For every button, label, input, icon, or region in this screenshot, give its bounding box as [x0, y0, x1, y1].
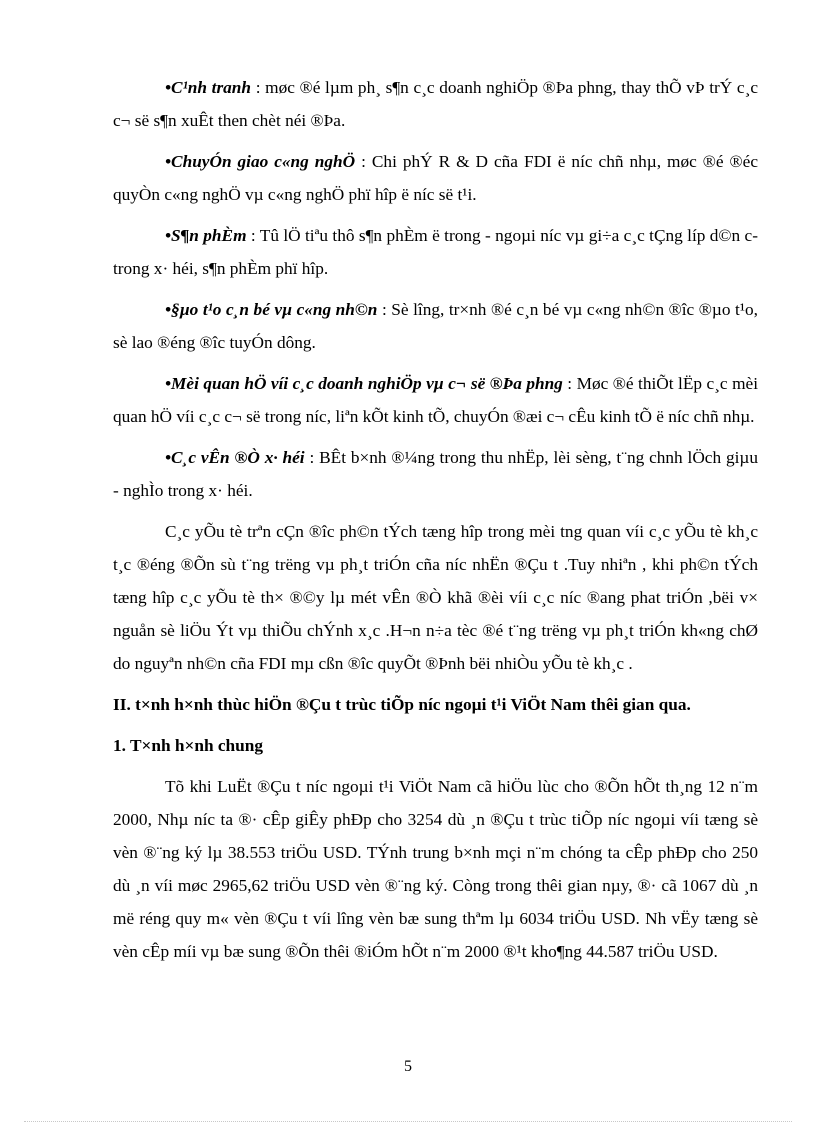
paragraph-lead: •C¹nh tranh — [165, 78, 252, 97]
paragraph-technology-transfer — [113, 145, 758, 211]
paragraph-text: : Chi phÝ R & D cña FDI ë níc chñ nhµ, møc ®é ®éc quyÒn c«ng nghÖ vµ c«ng nghÖ phï hîp ë níc së t¹i. — [113, 152, 758, 204]
paragraph-lead: •S¶n phÈm — [165, 226, 247, 245]
paragraph-local-relations — [113, 367, 758, 433]
paragraph-text: : BÊt b×nh ®¼ng trong thu nhËp, lèi sèng, t¨ng chnh lÖch giµu - nghÌo trong x· héi. — [113, 448, 758, 500]
paragraph-lead: •Mèi quan hÖ víi c¸c doanh nghiÖp vµ c¬ së ®Þa phng — [165, 374, 563, 393]
paragraph-lead: •§µo t¹o c¸n bé vµ c«ng nh©n — [165, 300, 378, 319]
paragraph-competition — [113, 71, 758, 137]
paragraph-social-issues — [113, 441, 758, 507]
paragraph-text: C¸c yÕu tè trªn cÇn ®îc ph©n tÝch tæng hîp trong mèi tng quan víi c¸c yÕu tè kh¸c t¸c ®éng ®Õn sù t¨ng trëng vµ ph¸t triÓn cña níc nhËn ®Çu t .Tuy nhiªn , khi ph©n tÝch tæng hîp c¸c yÕu tè th× ®©y lµ mét vÊn ®Ò khã ®èi víi c¸c níc ®ang phat triÓn ,bëi v× nguån sè liÖu Ýt vµ thiÕu chÝnh x¸c .H¬n n÷a tèc ®é t¨ng trëng vµ ph¸t triÓn kh«ng chØ do nguyªn nh©n cña FDI mµ cßn ®îc quyÕt ®Þnh bëi nhiÒu yÕu tè kh¸c . — [113, 522, 758, 673]
paragraph-lead: •ChuyÓn giao c«ng nghÖ — [165, 152, 356, 171]
page-number: 5 — [404, 1058, 412, 1075]
paragraph-products — [113, 219, 758, 285]
paragraph-training — [113, 293, 758, 359]
page-bottom-divider — [24, 1121, 792, 1122]
subsection-heading: 1. T×nh h×nh chung — [113, 736, 264, 755]
section-heading: II. t×nh h×nh thùc hiÖn ®Çu t trùc tiÕp níc ngoµi t¹i ViÖt Nam thêi gian qua. — [113, 695, 691, 714]
paragraph-text: : Møc ®é thiÕt lËp c¸c mèi quan hÖ víi c¸c c¬ së trong níc, liªn kÕt kinh tÕ, chuyÓn ®æi c¬ cÊu kinh tÕ ë níc chñ nhµ. — [113, 374, 758, 426]
paragraph-text: : Tû lÖ tiªu thô s¶n phÈm ë trong - ngoµi níc vµ gi÷a c¸c tÇng líp d©n c trong x· héi, s¶n phÈm phï hîp. — [113, 226, 758, 278]
paragraph-text: : Sè lîng, tr×nh ®é c¸n bé vµ c«ng nh©n ®îc ®µo t¹o, sè lao ®éng ®îc tuyÓn dông. — [113, 300, 758, 352]
paragraph-lead: •C¸c vÊn ®Ò x· héi — [165, 448, 305, 467]
paragraph-overview: Tõ khi LuËt ®Çu t níc ngoµi t¹i ViÖt Nam cã hiÖu lùc cho ®Õn hÕt th¸ng 12 n¨m 2000, Nhµ níc ta ®· cÊp giÊy phÐp cho 3254 dù ¸n ®Çu t trùc tiÕp níc ngoµi víi tæng sè vèn ®¨ng ký lµ 38.553 triÖu USD. TÝnh trung b×nh mçi n¨m chóng ta cÊp phÐp cho 250 dù ¸n víi møc 2965,62 triÖu USD vèn ®¨ng ký. Còng trong thêi gian nµy, ®· cã 1067 dù ¸n më réng quy m« vèn ®Çu t víi lîng vèn bæ sung thªm lµ 6034 triÖu USD. Nh vËy tæng sè vèn cÊp míi vµ bæ sung ®Õn thêi ®iÓm hÕt n¨m 2000 ®¹t kho¶ng 44.587 triÖu USD. — [113, 777, 758, 961]
page-content — [113, 71, 758, 976]
paragraph-text: : møc ®é lµm ph¸ s¶n c¸c doanh nghiÖp ®Þa phng, thay thÕ vÞ trÝ c¸c c¬ së s¶n xuÊt then chèt néi ®Þa. — [113, 78, 758, 130]
paragraph-analysis — [113, 515, 758, 680]
